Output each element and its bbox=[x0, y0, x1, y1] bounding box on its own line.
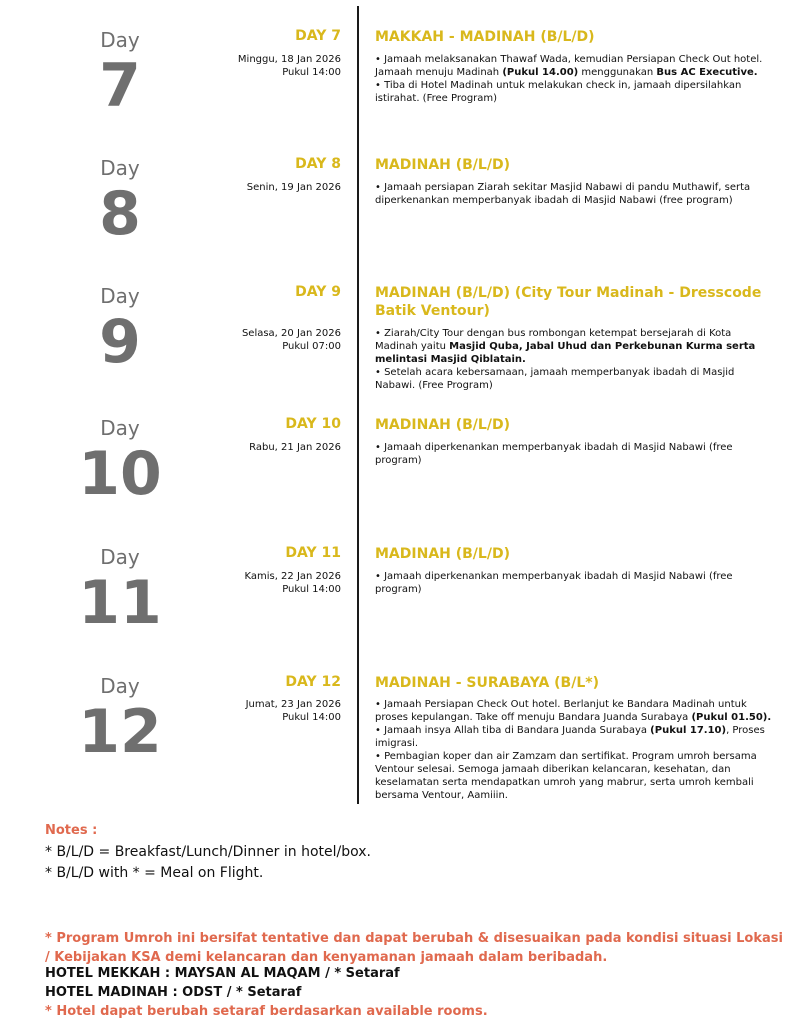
day-9-block bbox=[0, 264, 800, 396]
notes-section bbox=[45, 823, 785, 884]
text-run: • Jamaah diperkenankan memperbanyak ibadah di Masjid Nabawi (free program) bbox=[375, 571, 733, 595]
day-date bbox=[246, 698, 341, 724]
day-word: Day bbox=[100, 156, 140, 180]
description-paragraph bbox=[375, 724, 775, 750]
hotel-mekkah: HOTEL MEKKAH : MAYSAN AL MAQAM / * Setaraf bbox=[45, 966, 400, 981]
text-run: • Jamaah Persiapan Check Out hotel. Berlanjut ke Bandara Madinah untuk proses kepulangan. Take off menuju Bandara Juanda Surabaya bbox=[375, 699, 747, 723]
day-title: MADINAH (B/L/D) bbox=[375, 546, 510, 562]
day-title: MADINAH - SURABAYA (B/L*) bbox=[375, 675, 599, 691]
day-11-block bbox=[0, 525, 800, 653]
day-title: MADINAH (B/L/D) bbox=[375, 157, 510, 173]
day-description bbox=[375, 53, 775, 105]
hotel-madinah: HOTEL MADINAH : ODST / * Setaraf bbox=[45, 985, 302, 1000]
text-run: • Jamaah diperkenankan memperbanyak ibadah di Masjid Nabawi (free program) bbox=[375, 442, 733, 466]
day-number: 8 bbox=[99, 179, 141, 249]
text-run: • Jamaah melaksanakan Thawaf Wada, kemudian Persiapan Check Out hotel. Jamaah menuju Madinah bbox=[375, 54, 763, 78]
day-title: MADINAH (B/L/D) bbox=[375, 417, 510, 433]
day-word: Day bbox=[100, 416, 140, 440]
day-7-block bbox=[0, 8, 800, 136]
program-disclaimer: * Program Umroh ini bersifat tentative dan dapat berubah & disesuaikan pada kondisi situasi Lokasi / Kebijakan KSA demi kelancaran dan kenyamanan jamaah dalam beribadah. bbox=[45, 931, 783, 965]
day-word: Day bbox=[100, 674, 140, 698]
day-description bbox=[375, 441, 775, 467]
time-text: Pukul 14:00 bbox=[282, 584, 341, 595]
day-date bbox=[238, 53, 341, 79]
day-date bbox=[249, 441, 341, 454]
day-label: DAY 12 bbox=[285, 674, 341, 690]
date-text: Jumat, 23 Jan 2026 bbox=[245, 699, 341, 710]
text-run: • Ziarah/City Tour dengan bus rombongan ketempat bersejarah di Kota Madinah yaitu bbox=[375, 328, 732, 352]
day-date bbox=[244, 570, 341, 596]
description-paragraph bbox=[375, 750, 775, 802]
day-label: DAY 7 bbox=[295, 28, 341, 44]
day-word: Day bbox=[100, 545, 140, 569]
description-paragraph bbox=[375, 441, 775, 467]
notes-heading: Notes : bbox=[45, 823, 98, 838]
date-text: Senin, 19 Jan 2026 bbox=[246, 182, 341, 193]
time-text: Pukul 07:00 bbox=[282, 341, 341, 352]
day-label: DAY 11 bbox=[285, 545, 341, 561]
text-run: menggunakan bbox=[578, 67, 657, 78]
description-paragraph bbox=[375, 698, 775, 724]
description-paragraph bbox=[375, 53, 775, 79]
description-paragraph bbox=[375, 327, 775, 366]
day-label: DAY 8 bbox=[295, 156, 341, 172]
day-number: 11 bbox=[78, 568, 162, 638]
day-12-block bbox=[0, 654, 800, 804]
day-description bbox=[375, 698, 775, 802]
date-text: Selasa, 20 Jan 2026 bbox=[241, 328, 341, 339]
description-paragraph bbox=[375, 79, 775, 105]
hotel-note: * Hotel dapat berubah setaraf berdasarkan available rooms. bbox=[45, 1004, 488, 1019]
day-number: 12 bbox=[78, 697, 162, 767]
bold-text: (Pukul 17.10) bbox=[650, 725, 727, 736]
day-description bbox=[375, 327, 775, 392]
bold-text: Masjid Quba, Jabal Uhud dan Perkebunan Kurma serta melintasi Masjid Qiblatain. bbox=[375, 341, 756, 365]
bold-text: Bus AC Executive. bbox=[656, 67, 758, 78]
time-text: Pukul 14:00 bbox=[282, 712, 341, 723]
day-number: 10 bbox=[78, 439, 162, 509]
text-run: • Jamaah persiapan Ziarah sekitar Masjid Nabawi di pandu Muthawif, serta diperkenankan memperbanyak ibadah di Masjid Nabawi (free program) bbox=[375, 182, 751, 206]
day-label: DAY 10 bbox=[285, 416, 341, 432]
description-paragraph bbox=[375, 181, 775, 207]
date-text: Kamis, 22 Jan 2026 bbox=[244, 571, 341, 582]
text-run: • Tiba di Hotel Madinah untuk melakukan check in, jamaah dipersilahkan istirahat. (Free Program) bbox=[375, 80, 742, 104]
day-word: Day bbox=[100, 284, 140, 308]
date-text: Minggu, 18 Jan 2026 bbox=[237, 54, 341, 65]
day-10-block bbox=[0, 396, 800, 524]
notes-line: * B/L/D with * = Meal on Flight. bbox=[45, 865, 264, 881]
day-date bbox=[242, 327, 341, 353]
day-title: MAKKAH - MADINAH (B/L/D) bbox=[375, 29, 595, 45]
bold-text: (Pukul 01.50). bbox=[691, 712, 772, 723]
day-word: Day bbox=[100, 28, 140, 52]
description-paragraph bbox=[375, 366, 775, 392]
notes-line: * B/L/D = Breakfast/Lunch/Dinner in hotel/box. bbox=[45, 844, 371, 860]
day-number: 7 bbox=[99, 51, 141, 121]
text-run: • Pembagian koper dan air Zamzam dan sertifikat. Program umroh bersama Ventour selesai. Semoga jamaah diberikan kelancaran, kesehatan, dan keselamatan serta mendapatkan umroh yang mabrur, serta umroh kembali bersama Ventour, Aamiiin. bbox=[375, 751, 757, 801]
day-description bbox=[375, 570, 775, 596]
text-run: • Jamaah insya Allah tiba di Bandara Juanda Surabaya bbox=[375, 725, 651, 736]
description-paragraph bbox=[375, 570, 775, 596]
day-label: DAY 9 bbox=[295, 284, 341, 300]
day-date bbox=[247, 181, 341, 194]
day-8-block bbox=[0, 136, 800, 264]
text-run: , Proses imigrasi. bbox=[375, 725, 765, 749]
day-number: 9 bbox=[99, 307, 141, 377]
day-title: MADINAH (B/L/D) (City Tour Madinah - Dresscode Batik Ventour) bbox=[375, 285, 762, 319]
day-description bbox=[375, 181, 775, 207]
date-text: Rabu, 21 Jan 2026 bbox=[249, 442, 341, 453]
text-run: • Setelah acara kebersamaan, jamaah memperbanyak ibadah di Masjid Nabawi. (Free Program) bbox=[375, 367, 735, 391]
bold-text: (Pukul 14.00) bbox=[502, 67, 579, 78]
time-text: Pukul 14:00 bbox=[282, 67, 341, 78]
